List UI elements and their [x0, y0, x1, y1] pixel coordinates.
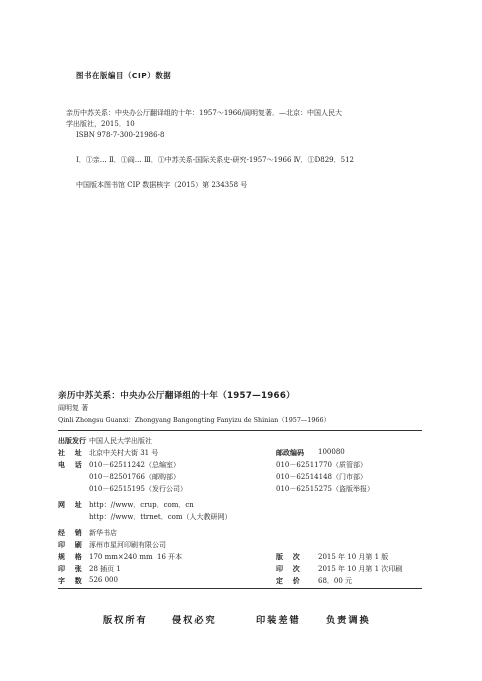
distributor-label: 经 销 [58, 529, 82, 537]
phone-line: 010－62515195（发行公司） [89, 485, 187, 493]
imprint-top-rule [58, 430, 422, 431]
slogan-copyright: 版权所有 [103, 615, 148, 626]
postcode-value: 100080 [318, 448, 345, 456]
slogan-infringement: 侵权必究 [172, 615, 217, 626]
publisher-label: 出版发行 [58, 437, 86, 445]
printing-value: 2015 年 10 月第 1 次印刷 [318, 565, 403, 573]
website-link[interactable]: http：//www．crup．com．cn [89, 501, 194, 509]
printer-label: 印 刷 [58, 541, 82, 549]
postcode-label: 邮政编码 [276, 449, 304, 457]
website-link[interactable]: http：//www．ttrnet．com（人大教研网） [89, 513, 232, 521]
specs-label: 规 格 [58, 553, 82, 561]
printer-value: 涿州市星河印刷有限公司 [89, 541, 166, 549]
imprint-bottom-rule [58, 588, 422, 589]
cip-description-line-1: 亲历中苏关系：中央办公厅翻译组的十年：1957～1966/阎明复著．—北京：中国人民大 [66, 109, 342, 117]
address-label: 社 址 [58, 449, 82, 457]
website-label: 网 址 [58, 501, 82, 509]
publisher-value: 中国人民大学出版社 [89, 437, 152, 445]
specs-value: 170 mm×240 mm 16 开本 [89, 553, 183, 561]
edition-value: 2015 年 10 月第 1 版 [318, 553, 389, 561]
wordcount-value: 526 000 [89, 576, 118, 584]
printing-label: 印 次 [276, 565, 300, 573]
cip-heading: 图书在版编目（CIP）数据 [76, 71, 172, 80]
book-pinyin-title: Qinli Zhongsu Guanxi：Zhongyang Bangongting Fanyizu de Shinian（1957—1966） [58, 416, 330, 424]
phone-line: 010－82501766（邮购部） [89, 473, 180, 481]
book-title: 亲历中苏关系：中央办公厅翻译组的十年（1957—1966） [58, 391, 296, 401]
cip-record-number: 中国版本图书馆 CIP 数据核字（2015）第 234358 号 [76, 181, 248, 189]
cip-subjects: Ⅰ．①亲… Ⅱ．①阎… Ⅲ．①中苏关系-国际关系史-研究-1957～1966 Ⅳ．①D829．512 [76, 156, 354, 164]
price-label: 定 价 [276, 577, 300, 585]
phone-line: 010－62514148（门市部） [276, 473, 367, 481]
phone-line: 010－62515275（盗版举报） [276, 485, 374, 493]
cip-isbn: ISBN 978-7-300-21986-8 [76, 131, 165, 139]
sheets-label: 印 张 [58, 565, 82, 573]
distributor-value: 新华书店 [89, 529, 117, 537]
book-author: 阎明复 著 [58, 404, 89, 412]
phone-line: 010－62511242（总编室） [89, 461, 180, 469]
address-value: 北京中关村大街 31 号 [89, 449, 159, 457]
phone-line: 010－62511770（质管部） [276, 461, 367, 469]
slogan-printing-errors: 印装差错 [256, 615, 301, 626]
price-value: 68．00 元 [318, 577, 353, 585]
phone-label: 电 话 [58, 461, 82, 469]
cip-description-line-2: 学出版社，2015．10 [66, 120, 135, 128]
sheets-value: 28 插页 1 [89, 565, 121, 573]
wordcount-label: 字 数 [58, 577, 82, 585]
edition-label: 版 次 [276, 553, 300, 561]
slogan-exchange: 负责调换 [326, 615, 371, 626]
